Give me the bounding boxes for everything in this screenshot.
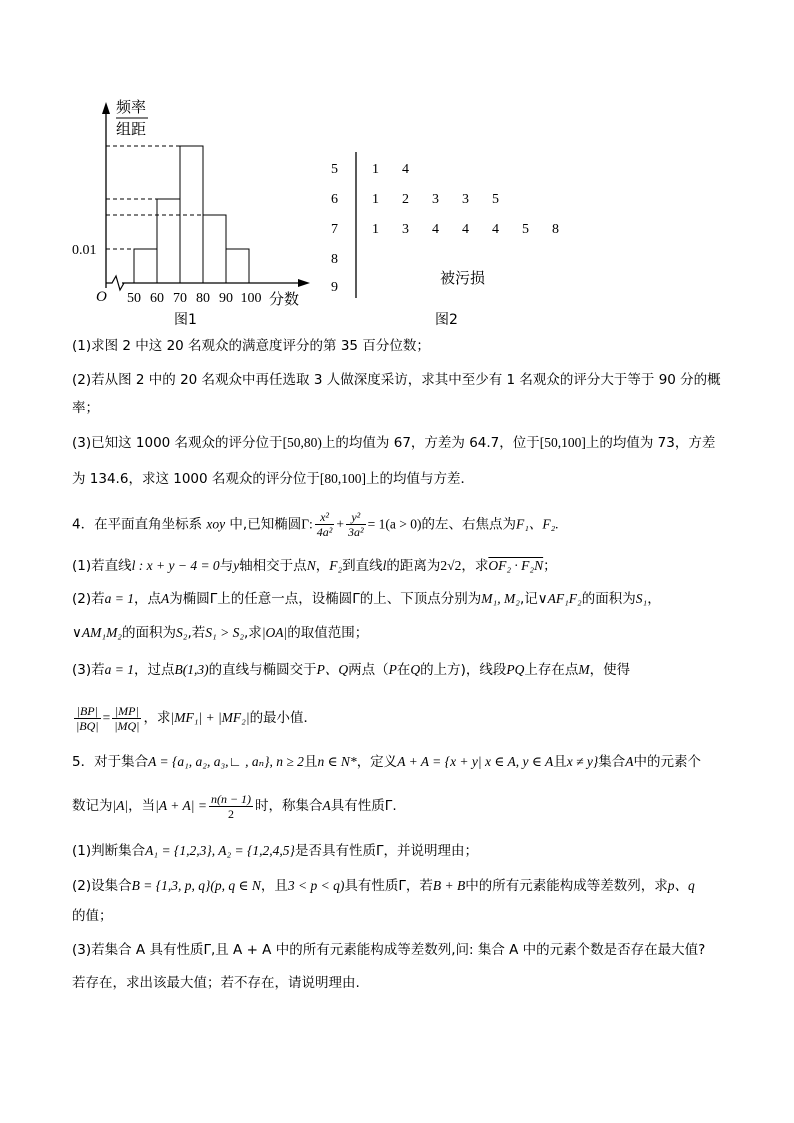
denominator: |BQ|: [76, 718, 99, 733]
leaf: 1: [372, 222, 379, 237]
math: F₂: [329, 558, 343, 573]
stem: 7: [331, 222, 338, 237]
y-label-top: 频率: [116, 98, 147, 116]
text: 且: [303, 754, 318, 770]
text: 为 134.6，求这 1000 名观众的评分位于: [72, 471, 320, 487]
y-label-bottom: 组距: [116, 120, 147, 138]
text: 上的均值为 67，方差为 64.7，位于: [321, 435, 540, 451]
text: (1)若直线: [72, 558, 132, 574]
math: M: [578, 662, 590, 677]
math: |MF₁| + |MF₂|: [170, 710, 250, 725]
vector-expression: OF₂ · F₂N: [488, 558, 544, 573]
text: 中,已知椭圆: [229, 516, 302, 533]
q5-part2-line1: [72, 876, 732, 896]
math: |A|: [112, 798, 129, 813]
math: Γ:: [301, 516, 313, 532]
y-tick-label: 0.01: [72, 243, 97, 258]
math: ∨AF₁F₂: [537, 591, 582, 606]
text: 集合: [598, 754, 626, 770]
q4-part3-line1: [72, 660, 732, 680]
q3-part3-line1: [72, 433, 732, 453]
leaf: 4: [402, 162, 409, 177]
text: 的直线与椭圆交于: [208, 662, 317, 678]
q5-heading-line1: [72, 752, 732, 772]
fraction: [346, 510, 366, 539]
q3-part2-line2: 率；: [72, 400, 99, 416]
text: ，: [315, 558, 330, 574]
math: a = 1: [104, 591, 134, 606]
math: A: [161, 591, 170, 606]
text: 5．对于集合: [72, 754, 149, 770]
x-tick-label: 100: [240, 291, 262, 306]
q3-part3-line2: [72, 469, 732, 489]
q5-heading-line2: [72, 786, 732, 826]
numerator: |BP|: [74, 704, 101, 719]
math: ∨AM₁M₂: [72, 625, 123, 640]
stem: 6: [331, 192, 338, 207]
math: Q: [410, 662, 421, 677]
stem-leaf-figure: [320, 150, 590, 332]
text: 的上方)，线段: [420, 662, 507, 678]
leaf: 3: [432, 192, 439, 207]
numerator: n(n − 1): [210, 791, 252, 806]
text: 两点（: [348, 662, 389, 678]
leaf: 1: [372, 162, 379, 177]
text: 在: [396, 662, 411, 678]
math: |OA|: [261, 625, 288, 640]
text: ，使得: [589, 662, 631, 678]
denominator: 2: [228, 806, 234, 821]
text: 上存在点: [524, 662, 579, 678]
histogram-bar: [157, 199, 180, 283]
text: ，: [647, 591, 661, 607]
math: l: [382, 558, 387, 573]
math: F₁、F₂.: [515, 516, 559, 532]
math: |A + A| =: [155, 798, 207, 813]
text: 时，称集合: [255, 798, 323, 814]
math: 3 < p < q): [287, 878, 345, 893]
x-axis-label: 分数: [269, 290, 300, 308]
text: (3)已知这 1000 名观众的评分位于: [72, 435, 283, 451]
leaf: 4: [432, 222, 439, 237]
text: 上的均值与方差．: [366, 471, 475, 487]
text: 具有性质Γ.: [330, 798, 397, 814]
q3-part2-line1: (2)若从图 2 中的 20 名观众中再任选取 3 人做深度采访，求其中至少有 1 名观众的评分大于等于 90 分的概: [72, 372, 721, 388]
text: 是否具有性质Γ，并说明理由；: [294, 843, 478, 859]
x-tick-label: 70: [173, 291, 187, 306]
histogram-bar: [203, 215, 226, 283]
math: 2√2: [440, 558, 462, 573]
math: p、q: [667, 878, 695, 893]
text: ；: [543, 558, 557, 574]
damaged-note: 被污损: [440, 269, 486, 287]
math: A = {a₁, a₂, a₃,∟ , aₙ}, n ≥ 2: [148, 754, 304, 769]
x-tick-label: 50: [127, 291, 141, 306]
leaf: 3: [402, 222, 409, 237]
fraction: [112, 704, 141, 733]
leaf: 5: [492, 192, 499, 207]
math: xoy: [206, 516, 226, 532]
text: 的距离为: [386, 558, 441, 574]
math: l : x + y − 4 = 0: [131, 558, 220, 573]
math: M₁, M₂: [481, 591, 520, 606]
math: P、Q: [316, 662, 349, 677]
origin-label: O: [96, 289, 107, 305]
math: N: [306, 558, 316, 573]
q4-part2-line1: [72, 589, 732, 609]
leaf: 3: [462, 192, 469, 207]
text: 轴相交于点: [239, 558, 307, 574]
math: = 1(a > 0): [367, 516, 422, 532]
histogram-bar: [134, 249, 157, 283]
axis-break: [106, 276, 124, 290]
interval: [50,100]: [539, 435, 586, 450]
q4-part1: [72, 556, 732, 576]
leaf: 1: [372, 192, 379, 207]
text: ,求: [244, 625, 262, 641]
math: B(1,3): [174, 662, 209, 677]
x-tick-label: 60: [150, 291, 164, 306]
histogram-figure: [66, 92, 316, 332]
text: 与: [219, 558, 234, 574]
q5-part3-line2: 若存在，求出该最大值；若不存在，请说明理由.: [72, 975, 360, 991]
q4-heading: [72, 510, 732, 538]
text: (2)若: [72, 591, 105, 607]
q3-part1: (1)求图 2 中这 20 名观众的满意度评分的第 35 百分位数；: [72, 338, 430, 354]
interval: [50,80): [282, 435, 322, 450]
fraction: [315, 510, 335, 539]
q5-part2-line2: 的值；: [72, 908, 113, 924]
text: 的最小值．: [249, 710, 318, 726]
q4-part3-line2: [72, 696, 732, 740]
text: 的面积为: [581, 591, 636, 607]
text: ,记: [519, 591, 538, 607]
math: S₁ > S₂: [205, 625, 245, 640]
text: 为椭圆Γ上的任意一点，设椭圆Γ的上、下顶点分别为: [169, 591, 482, 607]
figure2-caption: 图2: [435, 312, 458, 328]
text: 的取值范围；: [287, 625, 369, 641]
histogram-bar: [226, 249, 249, 283]
math: S₁: [635, 591, 648, 606]
text: ，定义: [356, 754, 398, 770]
math: B + B: [432, 878, 466, 893]
leaf: 2: [402, 192, 409, 207]
text: 具有性质Γ，若: [344, 878, 433, 894]
text: 到直线: [342, 558, 383, 574]
stem: 9: [331, 280, 338, 295]
math: A: [625, 754, 634, 769]
text: (1)判断集合: [72, 843, 146, 859]
numerator: |MP|: [112, 704, 141, 719]
math: A: [322, 798, 331, 813]
y-axis-arrow: [102, 102, 110, 114]
numerator: x²: [315, 510, 335, 525]
text: (3)若: [72, 662, 105, 678]
x-axis-arrow: [298, 279, 310, 287]
x-tick-label: 90: [219, 291, 233, 306]
leaf: 5: [522, 222, 529, 237]
math: y: [233, 558, 240, 573]
leaf: 4: [462, 222, 469, 237]
math: PQ: [506, 662, 525, 677]
stem: 5: [331, 162, 338, 177]
text: 数记为: [72, 798, 113, 814]
leaf: 8: [552, 222, 559, 237]
text: ,若: [187, 625, 206, 641]
text: (2)设集合: [72, 878, 132, 894]
text: 且: [553, 754, 567, 770]
fraction: [209, 792, 253, 821]
text: 4．在平面直角坐标系: [72, 516, 203, 533]
text: ，过点: [134, 662, 175, 678]
text: ，点: [134, 591, 161, 607]
math: a = 1: [104, 662, 134, 677]
text: 的面积为: [122, 625, 177, 641]
text: 中的所有元素能构成等差数列，求: [465, 878, 668, 894]
x-tick-label: 80: [196, 291, 210, 306]
stem: 8: [331, 252, 338, 267]
denominator: |MQ|: [114, 718, 140, 733]
fraction: [74, 704, 101, 733]
math: S₂: [176, 625, 188, 640]
text: ，求: [143, 710, 171, 726]
numerator: y²: [346, 510, 366, 525]
math: B = {1,3, p, q}(p, q ∈ N: [131, 878, 261, 893]
math: A₁ = {1,2,3}, A₂ = {1,2,4,5}: [145, 843, 295, 858]
text: ，当: [128, 798, 156, 814]
math: +: [336, 516, 345, 532]
q5-part1: [72, 841, 732, 861]
q5-part3-line1: (3)若集合 A 具有性质Γ,且 A + A 中的所有元素能构成等差数列,问: 集合 A 中的元素个数是否存在最大值?: [72, 942, 706, 958]
math: x ≠ y}: [566, 754, 599, 769]
leaf: 4: [492, 222, 499, 237]
text: ，且: [260, 878, 288, 894]
denominator: 4a²: [316, 525, 333, 539]
math: n ∈ N*: [317, 754, 357, 769]
math: =: [102, 710, 111, 725]
math: A + A = {x + y| x ∈ A, y ∈ A: [397, 754, 554, 769]
math: P: [388, 662, 397, 677]
text: 的左、右焦点为: [421, 516, 516, 533]
text: 中的元素个: [633, 754, 702, 770]
denominator: 3a²: [348, 525, 364, 539]
text: ，求: [461, 558, 489, 574]
q4-part2-line2: [72, 623, 732, 643]
figure1-caption: 图1: [174, 312, 197, 328]
text: 上的均值为 73，方差: [585, 435, 716, 451]
interval: [80,100]: [319, 471, 367, 486]
